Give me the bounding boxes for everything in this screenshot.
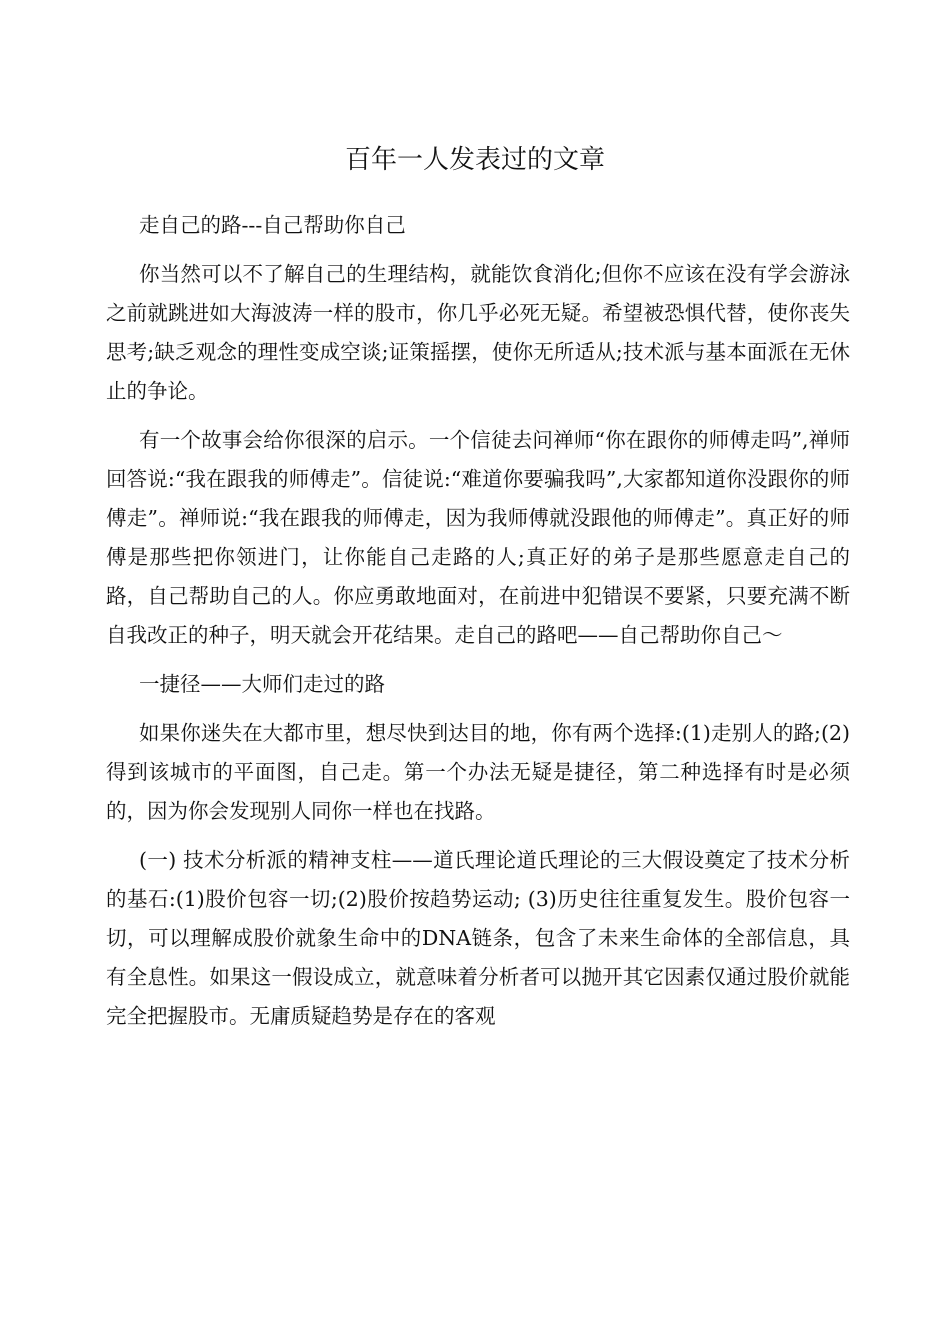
paragraph-dow-theory: (一) 技术分析派的精神支柱——道氏理论道氏理论的三大假设奠定了技术分析的基石:(1)股价包容一切;(2)股价按趋势运动; (3)历史往往重复发生。股价包容一切，可以理解成股价就象生命中的DNA链条，包含了未来生命体的全部信息，具有全息性。如果这一假设成立，就意味着分析者可以抛开其它因素仅通过股价就能完全把握股市。无庸质疑趋势是存在的客观: [106, 848, 850, 1028]
paragraph-story: 有一个故事会给你很深的启示。一个信徒去问禅师“你在跟你的师傅走吗”,禅师回答说:“我在跟我的师傅走”。信徒说:“难道你要骗我吗”,大家都知道你没跟你的师傅走”。禅师说:“我在跟我的师傅走，因为我师傅就没跟他的师傅走”。真正好的师傅是那些把你领进门，让你能自己走路的人;真正好的弟子是那些愿意走自己的路，自己帮助自己的人。你应勇敢地面对，在前进中犯错误不要紧，只要充满不断自我改正的种子，明天就会开花结果。走自己的路吧——自己帮助你自己〜: [106, 428, 850, 647]
section-heading-shortcut: 一捷径——大师们走过的路: [139, 672, 385, 696]
section-heading-own-road: 走自己的路---自己帮助你自己: [139, 213, 406, 237]
document-body: [106, 206, 850, 1046]
document-title: 百年一人发表过的文章: [344, 145, 605, 175]
paragraph-city-map: 如果你迷失在大都市里，想尽快到达目的地，你有两个选择:(1)走别人的路;(2)得到该城市的平面图，自己走。第一个办法无疑是捷径，第二种选择有时是必须的，因为你会发现别人同你一样也在找路。: [106, 721, 850, 823]
paragraph-intro: 你当然可以不了解自己的生理结构，就能饮食消化;但你不应该在没有学会游泳之前就跳进如大海波涛一样的股市，你几乎必死无疑。希望被恐惧代替，使你丧失思考;缺乏观念的理性变成空谈;证策摇摆，使你无所适从;技术派与基本面派在无休止的争论。: [106, 262, 850, 403]
